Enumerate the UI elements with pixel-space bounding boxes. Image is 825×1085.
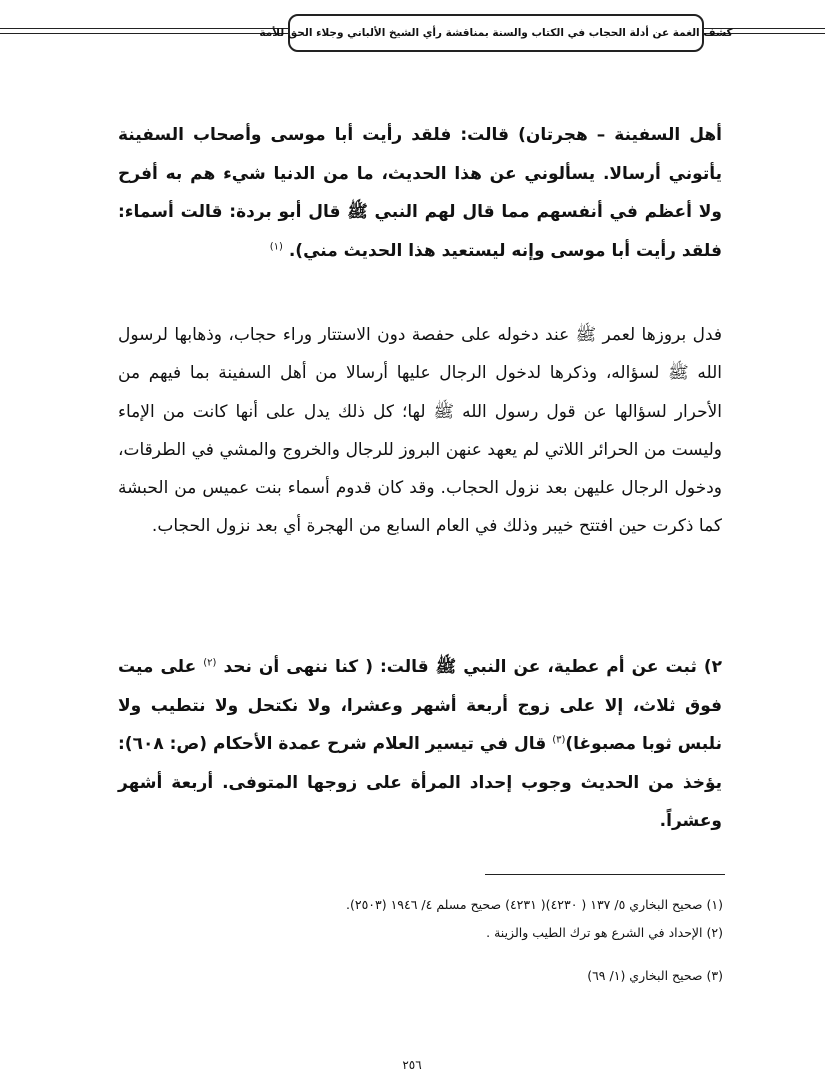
running-header	[259, 14, 733, 52]
footnote-2: (٢) الإحداد في الشرع هو ترك الطيب والزينة .	[486, 925, 723, 940]
footnote-separator	[485, 874, 725, 875]
footnote-ref-3: (٣)	[552, 734, 566, 746]
footnote-1: (١) صحيح البخاري ٥/ ١٣٧ ( ٤٢٣٠)( ٤٢٣١) صحيح مسلم ٤/ ١٩٤٦ (٢٥٠٣).	[346, 897, 723, 912]
footnote-3: (٣) صحيح البخاري (١/ ٦٩)	[587, 968, 723, 983]
paragraph-2-text: فدل بروزها لعمر ﷺ عند دخوله على حفصة دون الاستتار وراء حجاب، وذهابها لرسول الله ﷺ لسؤاله، وذكرها لدخول الرجال عليها أرسالا من أهل السفينة بما فيهم من الأحرار لسؤالها عن قول رسول الله ﷺ لها؛ كل ذلك يدل على أنها كانت من الإماء وليست من الحرائر اللاتي لم يعهد عنهن البروز للرجال والخروج والمشي في الطرقات، ودخول الرجال عليهن بعد نزول الحجاب. وقد كان قدوم أسماء بنت عميس من الحبشة كما ذكرت حين افتتح خيبر وذلك في العام السابع من الهجرة أي بعد نزول الحجاب.	[118, 325, 722, 537]
paragraph-3-part-1: ٢) ثبت عن أم عطية، عن النبي ﷺ قالت: ( كنا ننهى أن نحد	[223, 657, 722, 677]
paragraph-2	[118, 316, 722, 546]
page-number: ٢٥٦	[402, 1058, 422, 1072]
paragraph-1-text: أهل السفينة – هجرتان) قالت: فلقد رأيت أبا موسى وأصحاب السفينة يأتوني أرسالا. يسألوني عن هذا الحديث، ما من الدنيا شيء هم به أفرح ولا أعظم في أنفسهم مما قال لهم النبي ﷺ قال أبو بردة: قالت أسماء: فلقد رأيت أبا موسى وإنه ليستعيد هذا الحديث مني).	[118, 125, 722, 261]
footnote-ref-2: (٢)	[203, 657, 217, 669]
header-rule-left-top	[0, 28, 290, 29]
header-rule-left-bottom	[0, 33, 290, 34]
paragraph-1	[118, 116, 722, 270]
book-title: كشف الغمة عن أدلة الحجاب في الكتاب والسنة بمناقشة رأي الشيخ الألباني وجلاء الحق للأمة	[259, 27, 733, 39]
footnote-ref-1: (١)	[269, 240, 283, 252]
paragraph-3	[118, 648, 722, 841]
paragraph-3-part-2: على ميت فوق ثلاث، إلا على زوج أربعة أشهر وعشرا، ولا نكتحل ولا نتطيب ولا نلبس ثوبا مصبوغا)	[118, 657, 722, 754]
paragraph-3-part-3: قال في تيسير العلام شرح عمدة الأحكام (ص: ٦٠٨): يؤخذ من الحديث وجوب إحداد المرأة على زوجها المتوفى. أربعة أشهر وعشراً.	[118, 734, 722, 831]
